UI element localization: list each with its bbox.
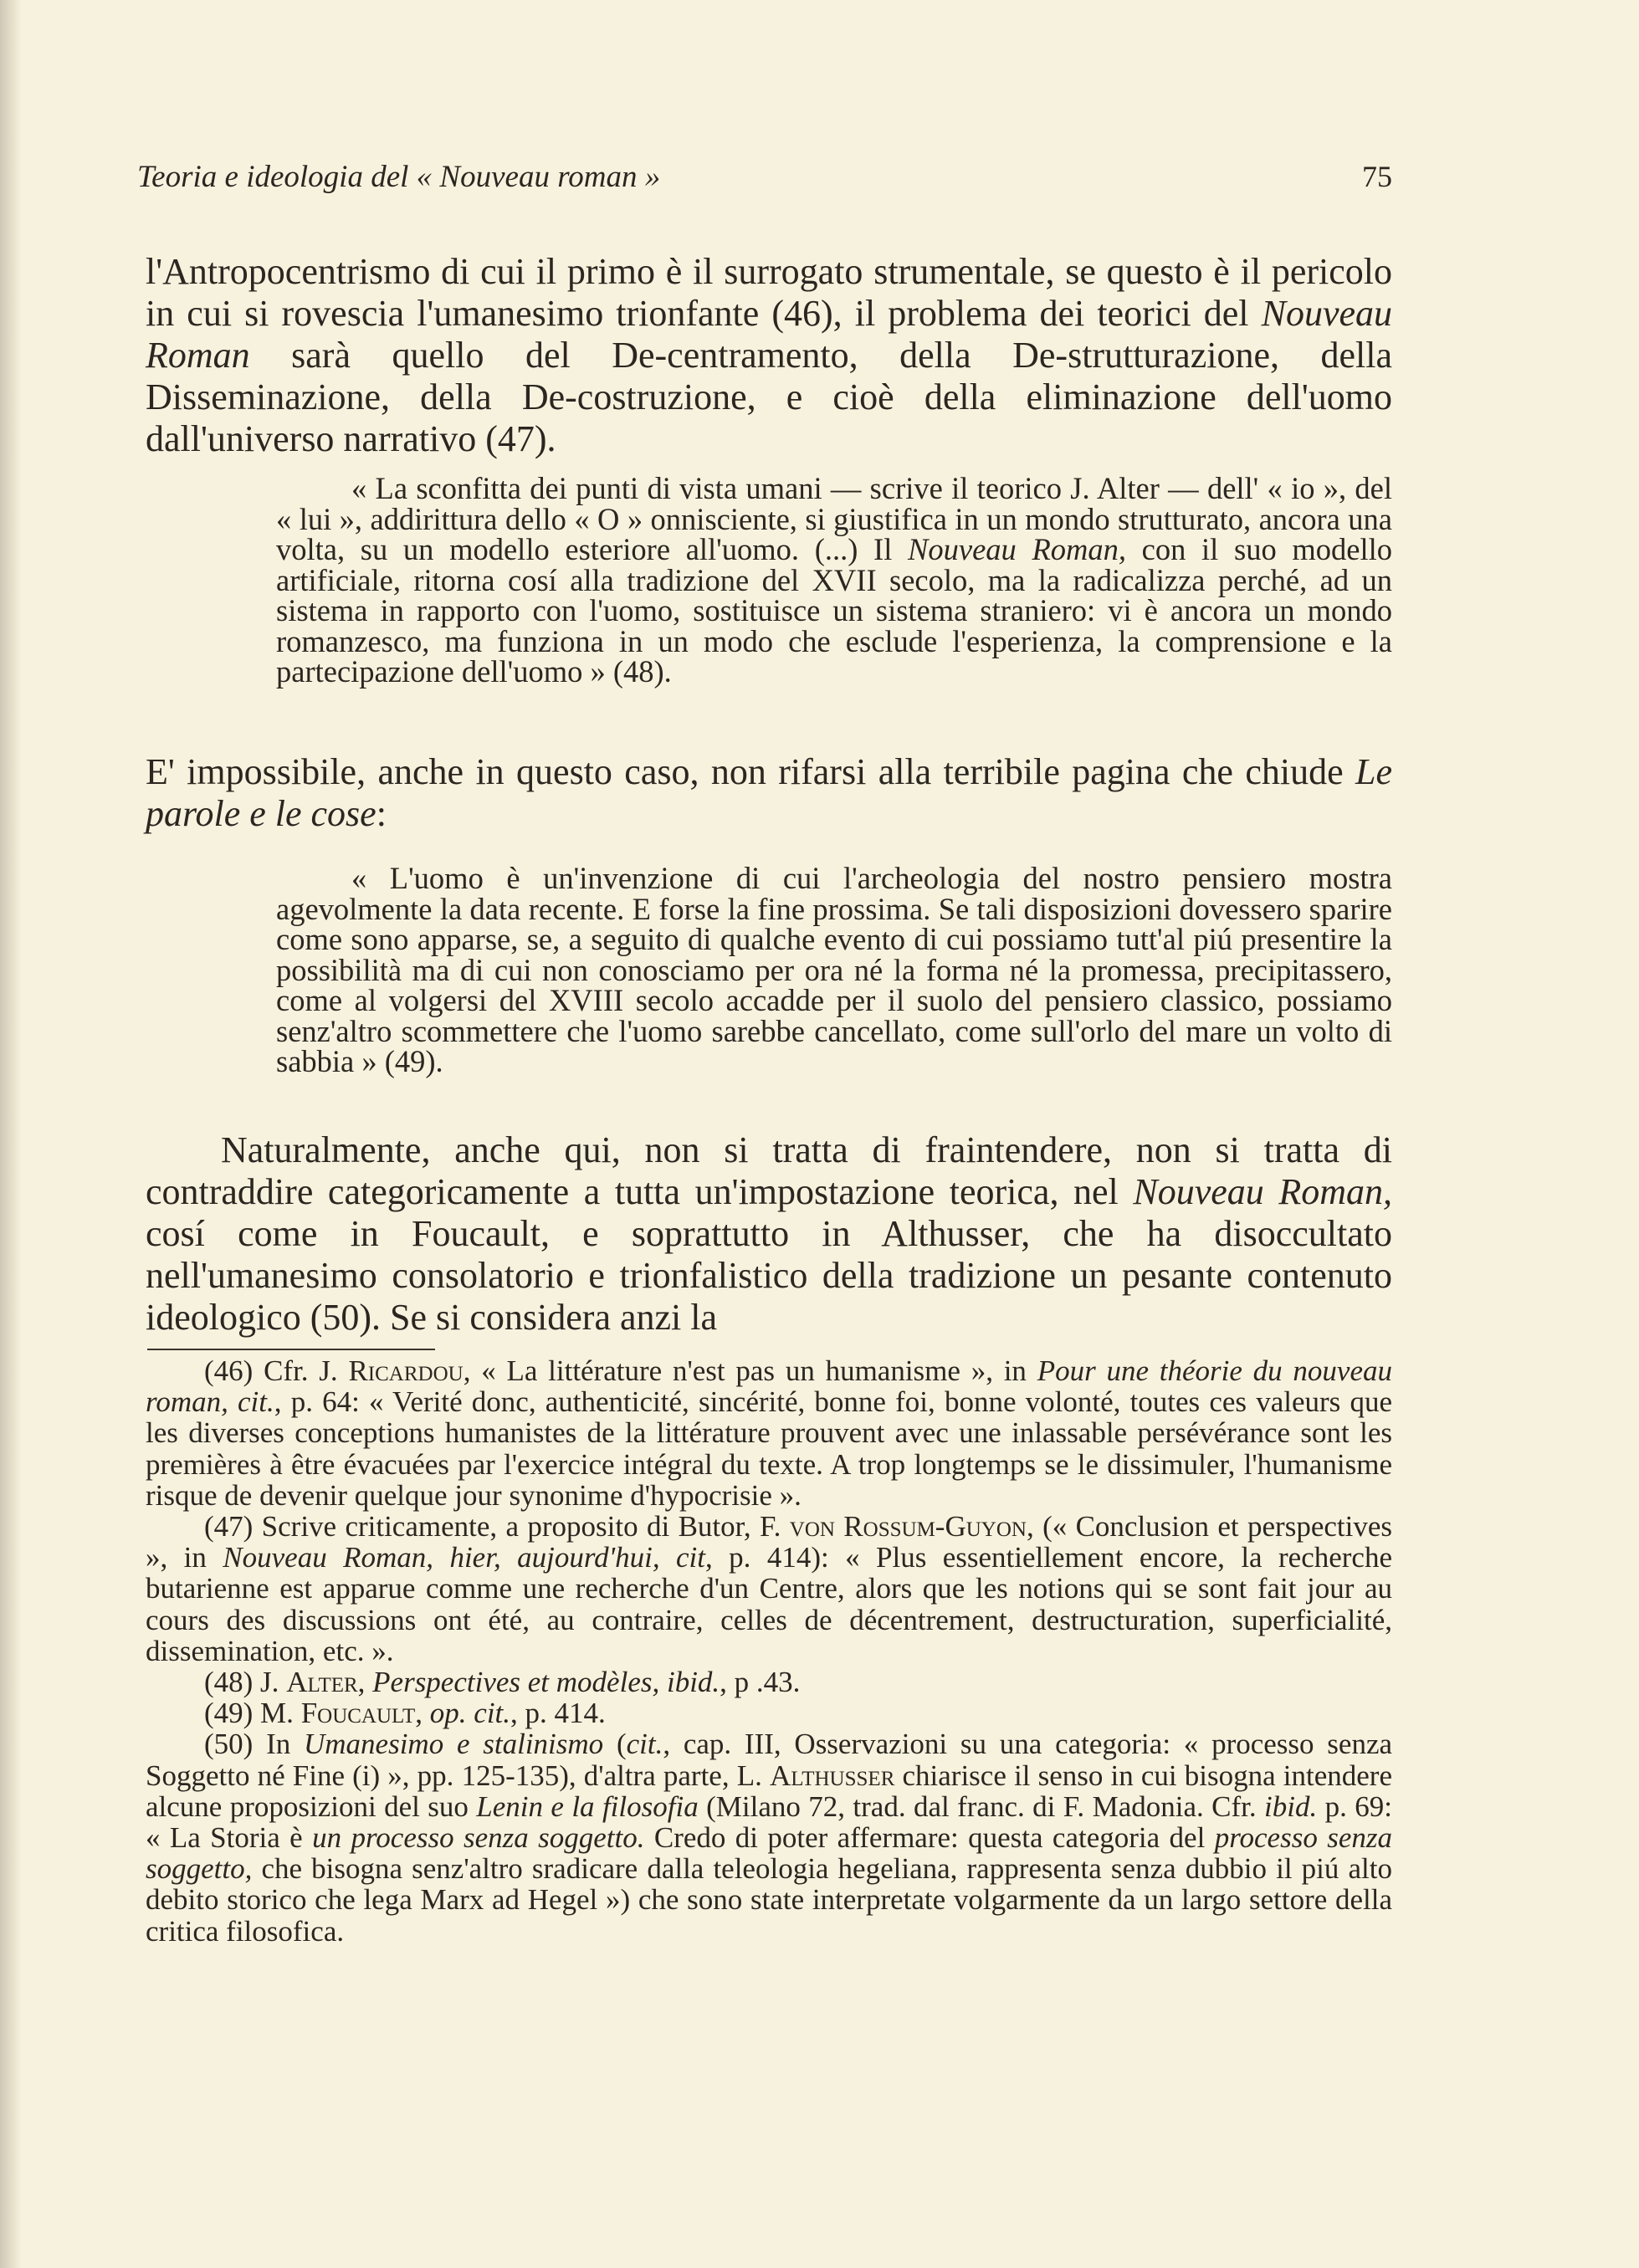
footnote-46: (46) Cfr. J. Ricardou, « La littérature n'est pas un humanisme », in Pour une théorie du nouveau roman, cit., p. 64: « Verité donc, authenticité, sincérité, bonne foi, bonne volonté, toutes ces valeurs que les diverses conceptions humanistes de la littérature prouvent avec une inlassable persévérance sont les premières à être évacuées par l'exercice intégral du texte. A trop longtemps se le dissimuler, l'humanisme risque de devenir quelque jour synonime d'hypocrisie ». — [146, 1354, 1392, 1512]
emphasis: Nouveau Roman, — [908, 532, 1126, 566]
footnote-47: (47) Scrive criticamente, a proposito di Butor, F. von Rossum-Guyon, (« Conclusion et perspectives », in Nouveau Roman, hier, aujourd'hui, cit, p. 414): « Plus essentiellement encore, la recherche butarienne est apparue comme une recherche d'un Centre, alors que les notions qui se sont fait jour au cours des discussions ont été, au contraire, celles de décentrement, destructuration, superficialité, dissemination, etc. ». — [146, 1510, 1392, 1667]
page-number: 75 — [1362, 160, 1392, 193]
footnote-rule — [147, 1349, 435, 1350]
running-title: Teoria e ideologia del « Nouveau roman » — [137, 160, 661, 194]
footnote-50: (50) In Umanesimo e stalinismo (cit., cap. III, Osservazioni su una categoria: « processo senza Soggetto né Fine (i) », pp. 125-135), d'altra parte, L. Althusser chiarisce il senso in cui bisogna intendere alcune proposizioni del suo Lenin e la filosofia (Milano 72, trad. dal franc. di F. Madonia. Cfr. ibid. p. 69: « La Storia è un processo senza soggetto. Credo di poter affermare: questa categoria del processo senza soggetto, che bisogna senz'altro sradicare dalla teleologia hegeliana, rappresenta senza dubbio il piú alto debito storico che lega Marx ad Hegel ») che sono state interpretate volgarmente da un largo settore della critica filosofica. — [146, 1728, 1393, 1948]
book-title: Le parole e le cose — [146, 751, 1392, 834]
block-quote-foucault: « L'uomo è un'invenzione di cui l'archeologia del nostro pensiero mostra agevolmente la data recente. E forse la fine prossima. Se tali disposizioni dovessero sparire come sono apparse, se, a seguito di qualche evento di cui possiamo tutt'al piú presentire la possibilità ma di cui non conosciamo per ora né la forma né la promessa, precipitassero, come al volgersi del XVIII secolo accadde per il suolo del pensiero classico, possiamo senz'altro scommettere che l'uomo sarebbe cancellato, come sull'orlo del mare un volto di sabbia » (49). — [276, 861, 1392, 1078]
emphasis: Nouveau Roman — [146, 293, 1392, 376]
emphasis: Nouveau Roman, — [1133, 1171, 1392, 1212]
body-paragraph-2: E' impossibile, anche in questo caso, non rifarsi alla terribile pagina che chiude Le parole e le cose: — [146, 751, 1392, 834]
running-head — [137, 159, 1392, 195]
footnote-49: (49) M. Foucault, op. cit., p. 414. — [204, 1697, 606, 1730]
body-paragraph-3: Naturalmente, anche qui, non si tratta di fraintendere, non si tratta di contraddire categoricamente a tutta un'impostazione teorica, nel Nouveau Roman, cosí come in Foucault, e soprattutto in Althusser, che ha disoccultato nell'umanesimo consolatorio e trionfalistico della tradizione un pesante contenuto ideologico (50). Se si considera anzi la — [146, 1129, 1392, 1338]
page-edge-shadow — [0, 0, 22, 2268]
footnotes — [146, 1355, 1392, 1947]
body-paragraph-1: l'Antropocentrismo di cui il primo è il surrogato strumentale, se questo è il pericolo in cui si rovescia l'umanesimo trionfante (46), il problema dei teorici del Nouveau Roman sarà quello del De-centramento, della De-strutturazione, della Disseminazione, della De-costruzione, e cioè della eliminazione dell'uomo dall'universo narrativo (47). — [146, 251, 1392, 459]
footnote-48: (48) J. Alter, Perspectives et modèles, ibid., p .43. — [204, 1666, 801, 1699]
block-quote-alter: « La sconfitta dei punti di vista umani — scrive il teorico J. Alter — dell' « io », del « lui », addirittura dello « O » onnisciente, si giustifica in un mondo strutturato, ancora una volta, su un modello esteriore all'uomo. (...) Il Nouveau Roman, con il suo modello artificiale, ritorna cosí alla tradizione del XVII secolo, ma la radicalizza perché, ad un sistema in rapporto con l'uomo, sostituisce un sistema straniero: vi è ancora un mondo romanzesco, ma funziona in un modo che esclude l'esperienza, la comprensione e la partecipazione dell'uomo » (48). — [276, 471, 1392, 689]
